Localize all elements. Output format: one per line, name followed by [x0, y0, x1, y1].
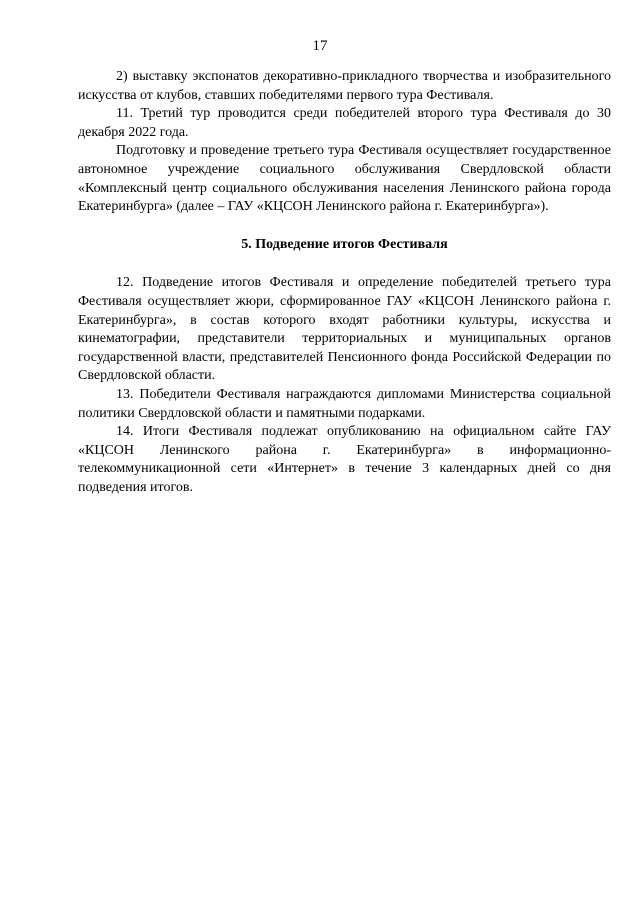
document-body — [78, 68, 611, 497]
paragraph-item-14: 14. Итоги Фестиваля подлежат опубликованию на официальном сайте ГАУ «КЦСОН Ленинского района г. Екатеринбурга» в информационно-телекоммуникационной сети «Интернет» в течение 3 календарных дней со дня подведения итогов. — [78, 424, 611, 495]
page-number: 17 — [312, 38, 328, 54]
section-heading: 5. Подведение итогов Фестиваля — [241, 236, 448, 252]
paragraph-item-11: 11. Третий тур проводится среди победителей второго тура Фестиваля до 30 декабря 2022 года. — [78, 106, 611, 140]
paragraph-exhibition-item: 2) выставку экспонатов декоративно-прикладного творчества и изобразительного искусства от клубов, ставших победителями первого тура Фестиваля. — [78, 69, 611, 103]
paragraph-item-12: 12. Подведение итогов Фестиваля и определение победителей третьего тура Фестиваля осуществляет жюри, сформированное ГАУ «КЦСОН Ленинского района г. Екатеринбурга», в состав которого входят работники культуры, искусства и кинематографии, представители территориальных и муниципальных органов государственной власти, представителей Пенсионного фонда Российской Федерации по Свердловской области. — [78, 275, 611, 384]
paragraph-organizer: Подготовку и проведение третьего тура Фестиваля осуществляет государственное автономное учреждение социального обслуживания Свердловской области «Комплексный центр социального обслуживания населения Ленинского района города Екатеринбурга» (далее – ГАУ «КЦСОН Ленинского района г. Екатеринбурга»). — [78, 143, 611, 215]
paragraph-item-13: 13. Победители Фестиваля награждаются дипломами Министерства социальной политики Свердловской области и памятными подарками. — [78, 386, 611, 421]
